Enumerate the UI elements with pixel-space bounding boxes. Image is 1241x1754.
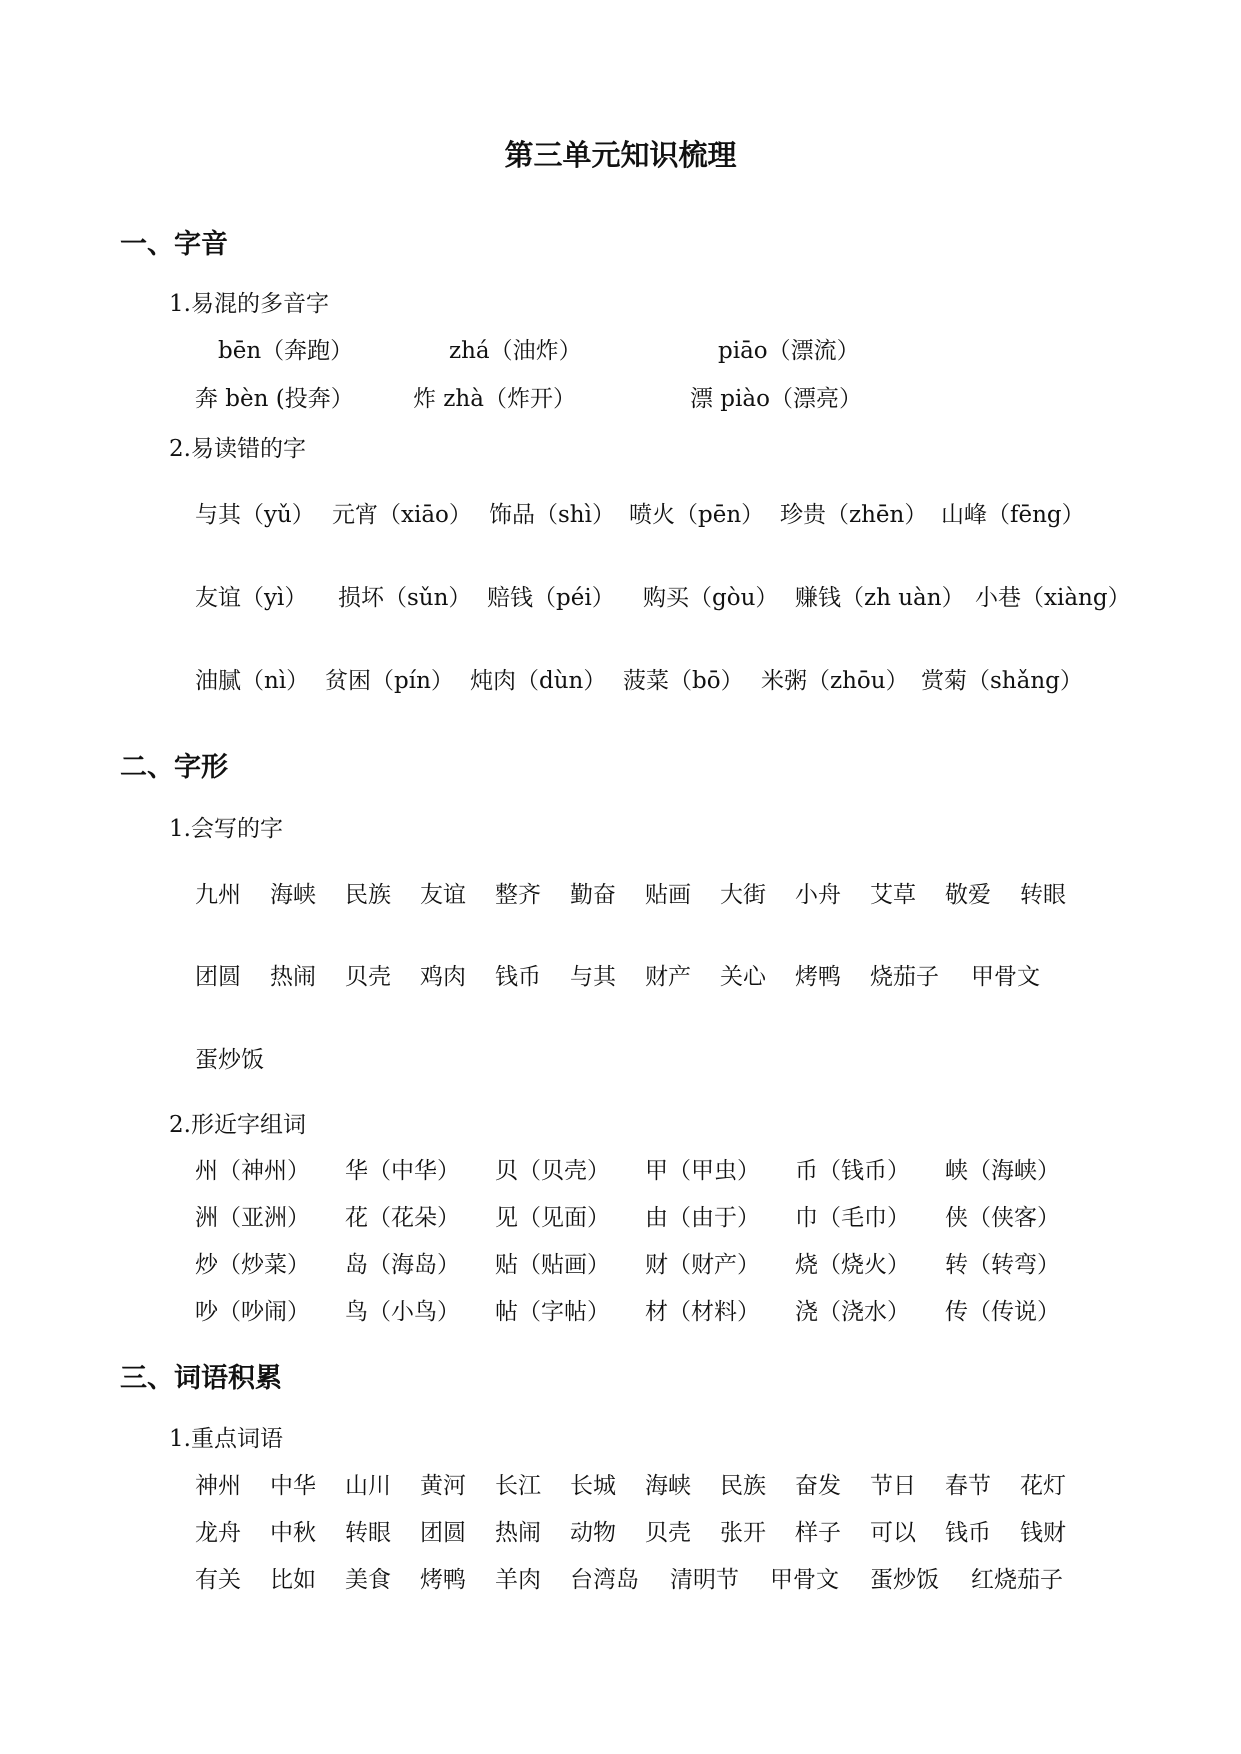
word-item: 团圆 (195, 964, 241, 990)
word-item: 节日 (870, 1473, 916, 1499)
misread-item: 小巷（xiàng） (975, 585, 1131, 611)
subheading-key-words: 1.重点词语 (169, 1426, 283, 1452)
word-item: 烤鸭 (795, 964, 841, 990)
word-item: 台湾岛 (570, 1567, 639, 1593)
similar-item: 由（由于） (645, 1205, 760, 1231)
word-item: 贝壳 (645, 1520, 691, 1546)
polyphone-ben-b: 奔 bèn (投奔） (195, 386, 354, 412)
similar-item: 岛（海岛） (345, 1252, 460, 1278)
word-item: 海峡 (645, 1473, 691, 1499)
subheading-similar-chars: 2.形近字组词 (169, 1112, 306, 1138)
similar-item: 巾（毛巾） (795, 1205, 910, 1231)
misread-item: 油腻（nì） (195, 668, 310, 694)
similar-item: 峡（海峡） (945, 1158, 1060, 1184)
similar-item: 吵（吵闹） (195, 1299, 310, 1325)
word-item: 大街 (720, 882, 766, 908)
word-item: 动物 (570, 1520, 616, 1546)
polyphone-piao-a: piāo（漂流） (718, 338, 860, 364)
word-item: 样子 (795, 1520, 841, 1546)
similar-item: 侠（侠客） (945, 1205, 1060, 1231)
word-item: 关心 (720, 964, 766, 990)
similar-item: 炒（炒菜） (195, 1252, 310, 1278)
page-title: 第三单元知识梳理 (504, 138, 737, 172)
word-item: 与其 (570, 964, 616, 990)
misread-item: 炖肉（dùn） (470, 668, 607, 694)
word-item: 转眼 (345, 1520, 391, 1546)
similar-item: 鸟（小鸟） (345, 1299, 460, 1325)
misread-item: 菠菜（bō） (623, 668, 744, 694)
word-item: 红烧茄子 (971, 1567, 1063, 1593)
misread-item: 赔钱（péi） (487, 585, 615, 611)
word-item: 热闹 (495, 1520, 541, 1546)
similar-item: 币（钱币） (795, 1158, 910, 1184)
similar-item: 见（见面） (495, 1205, 610, 1231)
word-item: 敬爱 (945, 882, 991, 908)
word-item: 花灯 (1020, 1473, 1066, 1499)
similar-item: 贝（贝壳） (495, 1158, 610, 1184)
word-item: 长城 (570, 1473, 616, 1499)
word-item: 奋发 (795, 1473, 841, 1499)
misread-item: 友谊（yì） (195, 585, 308, 611)
subheading-polyphones: 1.易混的多音字 (169, 291, 329, 317)
word-item: 张开 (720, 1520, 766, 1546)
subheading-write-chars: 1.会写的字 (169, 816, 283, 842)
word-item: 美食 (345, 1567, 391, 1593)
word-item: 友谊 (420, 882, 466, 908)
similar-item: 转（转弯） (945, 1252, 1060, 1278)
word-item: 钱币 (945, 1520, 991, 1546)
word-item: 财产 (645, 964, 691, 990)
similar-item: 浇（浇水） (795, 1299, 910, 1325)
word-item: 转眼 (1020, 882, 1066, 908)
word-item: 长江 (495, 1473, 541, 1499)
section-heading-glyphs: 二、字形 (120, 752, 228, 783)
word-item: 热闹 (270, 964, 316, 990)
word-item: 甲骨文 (971, 964, 1040, 990)
similar-item: 贴（贴画） (495, 1252, 610, 1278)
misread-item: 米粥（zhōu） (761, 668, 909, 694)
similar-item: 传（传说） (945, 1299, 1060, 1325)
word-item: 比如 (270, 1567, 316, 1593)
similar-item: 华（中华） (345, 1158, 460, 1184)
word-item: 烧茄子 (870, 964, 939, 990)
word-item: 羊肉 (495, 1567, 541, 1593)
word-item: 民族 (720, 1473, 766, 1499)
section-heading-vocabulary: 三、词语积累 (120, 1363, 282, 1394)
similar-item: 洲（亚洲） (195, 1205, 310, 1231)
word-item: 有关 (195, 1567, 241, 1593)
polyphone-zha-a: zhá（油炸） (449, 338, 582, 364)
word-item: 春节 (945, 1473, 991, 1499)
misread-item: 赏菊（shǎng） (921, 668, 1083, 694)
word-item: 中秋 (270, 1520, 316, 1546)
misread-item: 损坏（sǔn） (338, 585, 472, 611)
misread-item: 山峰（fēng） (941, 502, 1085, 528)
polyphone-piao-b: 漂 piào（漂亮） (690, 386, 862, 412)
word-item: 贝壳 (345, 964, 391, 990)
word-item: 山川 (345, 1473, 391, 1499)
word-item: 可以 (870, 1520, 916, 1546)
word-item: 鸡肉 (420, 964, 466, 990)
similar-item: 烧（烧火） (795, 1252, 910, 1278)
word-item: 神州 (195, 1473, 241, 1499)
similar-item: 财（财产） (645, 1252, 760, 1278)
word-item: 蛋炒饭 (195, 1047, 264, 1073)
word-item: 勤奋 (570, 882, 616, 908)
word-item: 中华 (270, 1473, 316, 1499)
word-item: 整齐 (495, 882, 541, 908)
word-item: 钱财 (1020, 1520, 1066, 1546)
word-item: 清明节 (670, 1567, 739, 1593)
misread-item: 与其（yǔ） (195, 502, 315, 528)
misread-item: 饰品（shì） (489, 502, 615, 528)
word-item: 黄河 (420, 1473, 466, 1499)
similar-item: 花（花朵） (345, 1205, 460, 1231)
word-item: 海峡 (270, 882, 316, 908)
subheading-misread: 2.易读错的字 (169, 436, 306, 462)
word-item: 团圆 (420, 1520, 466, 1546)
word-item: 民族 (345, 882, 391, 908)
misread-item: 珍贵（zhēn） (780, 502, 928, 528)
word-item: 贴画 (645, 882, 691, 908)
similar-item: 州（神州） (195, 1158, 310, 1184)
word-item: 蛋炒饭 (870, 1567, 939, 1593)
misread-item: 赚钱（zh uàn） (795, 585, 965, 611)
word-item: 龙舟 (195, 1520, 241, 1546)
word-item: 甲骨文 (770, 1567, 839, 1593)
word-item: 钱币 (495, 964, 541, 990)
similar-item: 材（材料） (645, 1299, 760, 1325)
polyphone-zha-b: 炸 zhà（炸开） (413, 386, 576, 412)
misread-item: 元宵（xiāo） (332, 502, 472, 528)
polyphone-ben-a: bēn（奔跑） (218, 338, 354, 364)
misread-item: 购买（gòu） (643, 585, 779, 611)
section-heading-pronunciation: 一、字音 (120, 229, 228, 260)
misread-item: 贫困（pín） (325, 668, 454, 694)
similar-item: 帖（字帖） (495, 1299, 610, 1325)
word-item: 九州 (195, 882, 241, 908)
misread-item: 喷火（pēn） (629, 502, 765, 528)
word-item: 艾草 (870, 882, 916, 908)
word-item: 烤鸭 (420, 1567, 466, 1593)
similar-item: 甲（甲虫） (645, 1158, 760, 1184)
word-item: 小舟 (795, 882, 841, 908)
